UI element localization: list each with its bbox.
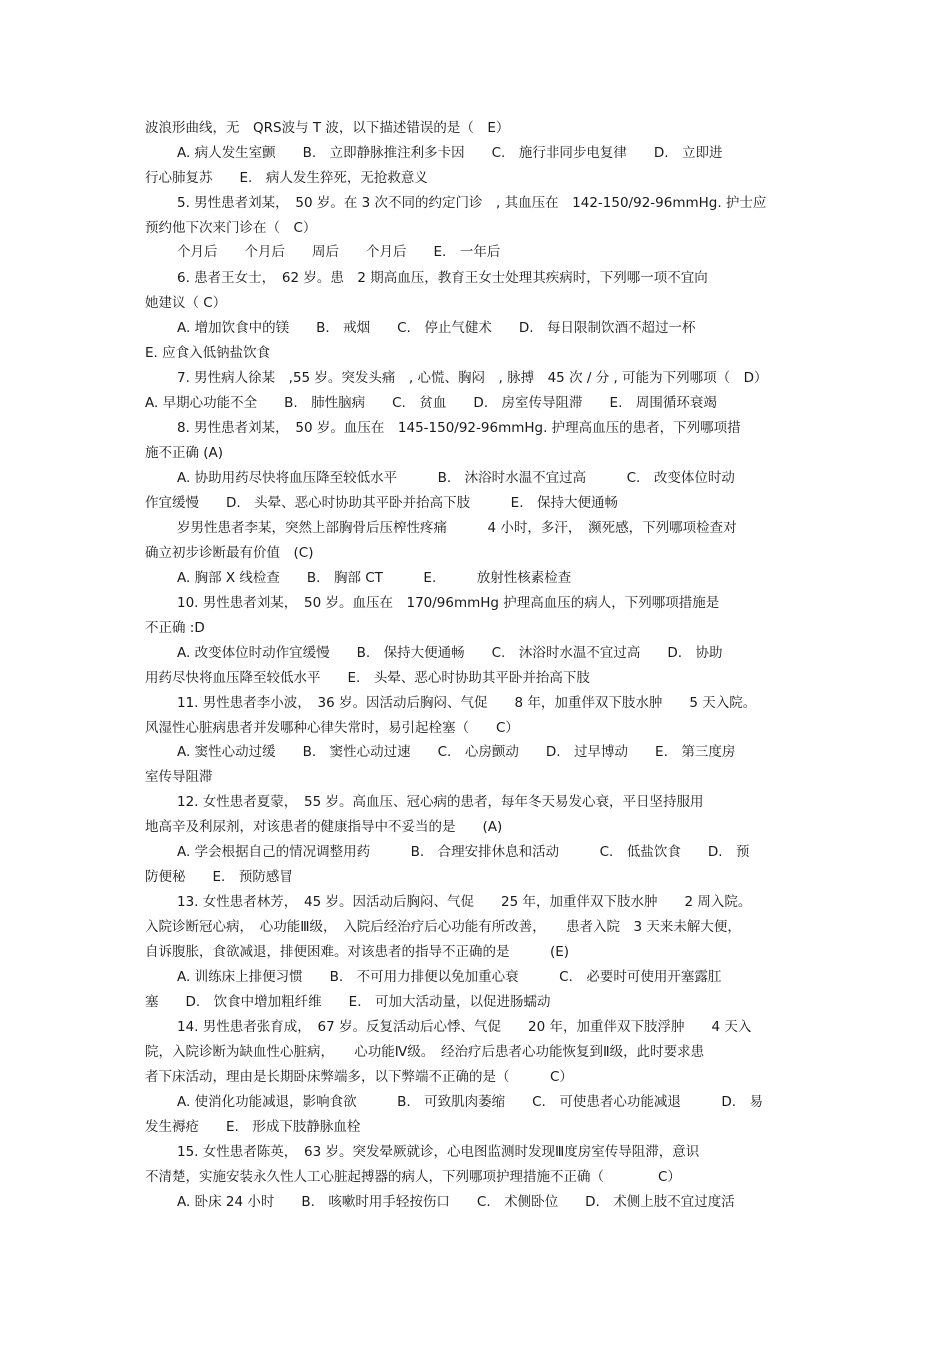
text-line: 发生褥疮 E. 形成下肢静脉血栓 (145, 1119, 361, 1135)
text-line: 11. 男性患者李小波， 36 岁。因活动后胸闷、气促 8 年，加重伴双下肢水肿 5 天入院。 (177, 695, 757, 711)
text-line: A. 训练床上排便习惯 B. 不可用力排便以免加重心衰 C. 必要时可使用开塞露肛 (177, 969, 722, 985)
text-line: 15. 女性患者陈英， 63 岁。突发晕厥就诊，心电图监测时发现Ⅲ度房室传导阻滞，意识 (177, 1144, 700, 1160)
text-line: A. 病人发生室颤 B. 立即静脉推注利多卡因 C. 施行非同步电复律 D. 立即进 (177, 145, 723, 161)
text-line: A. 早期心功能不全 B. 肺性脑病 C. 贫血 D. 房室传导阻滞 E. 周围循环衰竭 (145, 395, 717, 411)
text-line: 风湿性心脏病患者并发哪种心律失常时，易引起栓塞（ C） (145, 720, 519, 736)
text-line: 她建议（ C） (145, 295, 227, 311)
text-line: A. 改变体位时动作宜缓慢 B. 保持大便通畅 C. 沐浴时水温不宜过高 D. 协助 (177, 645, 723, 661)
text-line: E. 应食入低钠盐饮食 (145, 345, 271, 361)
text-line: 自诉腹胀，食欲减退，排便困难。对该患者的指导不正确的是 (E) (145, 944, 570, 960)
text-line: 确立初步诊断最有价值 (C) (145, 545, 314, 561)
text-line: 岁男性患者李某，突然上部胸骨后压榨性疼痛 4 小时，多汗， 濒死感，下列哪项检查对 (177, 520, 737, 536)
text-line: 14. 男性患者张育成， 67 岁。反复活动后心悸、气促 20 年，加重伴双下肢浮肿 4 天入 (177, 1019, 752, 1035)
text-line: 波浪形曲线，无 QRS波与 T 波，以下描述错误的是（ E） (145, 120, 510, 136)
text-line: 者下床活动，理由是长期卧床弊端多，以下弊端不正确的是（ C） (145, 1069, 573, 1085)
text-line: A. 卧床 24 小时 B. 咳嗽时用手轻按伤口 C. 术侧卧位 D. 术侧上肢不宜过度活 (177, 1194, 735, 1210)
text-line: 预约他下次来门诊在（ C） (145, 220, 317, 236)
text-line: A. 学会根据自己的情况调整用药 B. 合理安排休息和活动 C. 低盐饮食 D. 预 (177, 844, 750, 860)
text-line: 13. 女性患者林芳， 45 岁。因活动后胸闷、气促 25 年，加重伴双下肢水肿 2 周入院。 (177, 894, 752, 910)
text-line: 8. 男性患者刘某， 50 岁。血压在 145-150/92-96mmHg. 护理高血压的患者，下列哪项措 (177, 420, 741, 436)
text-line: A. 使消化功能减退，影响食欲 B. 可致肌肉萎缩 C. 可使患者心功能减退 D. 易 (177, 1094, 764, 1110)
text-line: 不清楚，实施安装永久性人工心脏起搏器的病人，下列哪项护理措施不正确（ C） (145, 1169, 681, 1185)
text-line: 施不正确 (A) (145, 445, 224, 461)
text-line: 6. 患者王女士， 62 岁。患 2 期高血压，教育王女士处理其疾病时，下列哪一项不宜向 (177, 270, 708, 286)
text-line: 作宜缓慢 D. 头晕、恶心时协助其平卧并抬高下肢 E. 保持大便通畅 (145, 495, 619, 511)
text-line: 入院诊断冠心病， 心功能Ⅲ级， 入院后经治疗后心功能有所改善， 患者入院 3 天来未解大便， (145, 919, 741, 935)
text-line: 塞 D. 饮食中增加粗纤维 E. 可加大活动量，以促进肠蠕动 (145, 994, 551, 1010)
text-line: 12. 女性患者夏蒙， 55 岁。高血压、冠心病的患者，每年冬天易发心衰，平日坚持服用 (177, 794, 704, 810)
text-line: 个月后 个月后 周后 个月后 E. 一年后 (177, 244, 501, 260)
text-line: 7. 男性病人徐某 ,55 岁。突发头痛 , 心慌、胸闷 , 脉搏 45 次 / 分 , 可能为下列哪项（ D） (177, 370, 768, 386)
text-line: A. 窦性心动过缓 B. 窦性心动过速 C. 心房颤动 D. 过早博动 E. 第三度房 (177, 744, 736, 760)
text-line: 室传导阻滞 (145, 769, 213, 785)
text-line: 不正确 :D (145, 620, 205, 636)
text-line: A. 协助用药尽快将血压降至较低水平 B. 沐浴时水温不宜过高 C. 改变体位时动 (177, 470, 735, 486)
text-line: 防便秘 E. 预防感冒 (145, 869, 293, 885)
text-line: 地高辛及利尿剂，对该患者的健康指导中不妥当的是 (A) (145, 819, 503, 835)
text-line: 行心肺复苏 E. 病人发生猝死，无抢救意义 (145, 170, 428, 186)
text-line: A. 增加饮食中的镁 B. 戒烟 C. 停止气健术 D. 每日限制饮酒不超过一杯 (177, 320, 696, 336)
text-line: 院，入院诊断为缺血性心脏病， 心功能Ⅳ级。 经治疗后患者心功能恢复到Ⅱ级，此时要求患 (145, 1044, 705, 1060)
text-line: 5. 男性患者刘某， 50 岁。在 3 次不同的约定门诊 , 其血压在 142-150/92-96mmHg. 护士应 (177, 195, 767, 211)
text-line: A. 胸部 X 线检查 B. 胸部 CT E. 放射性核素检查 (177, 570, 572, 586)
text-line: 用药尽快将血压降至较低水平 E. 头晕、恶心时协助其平卧并抬高下肢 (145, 670, 590, 686)
text-line: 10. 男性患者刘某， 50 岁。血压在 170/96mmHg 护理高血压的病人，下列哪项措施是 (177, 595, 720, 611)
